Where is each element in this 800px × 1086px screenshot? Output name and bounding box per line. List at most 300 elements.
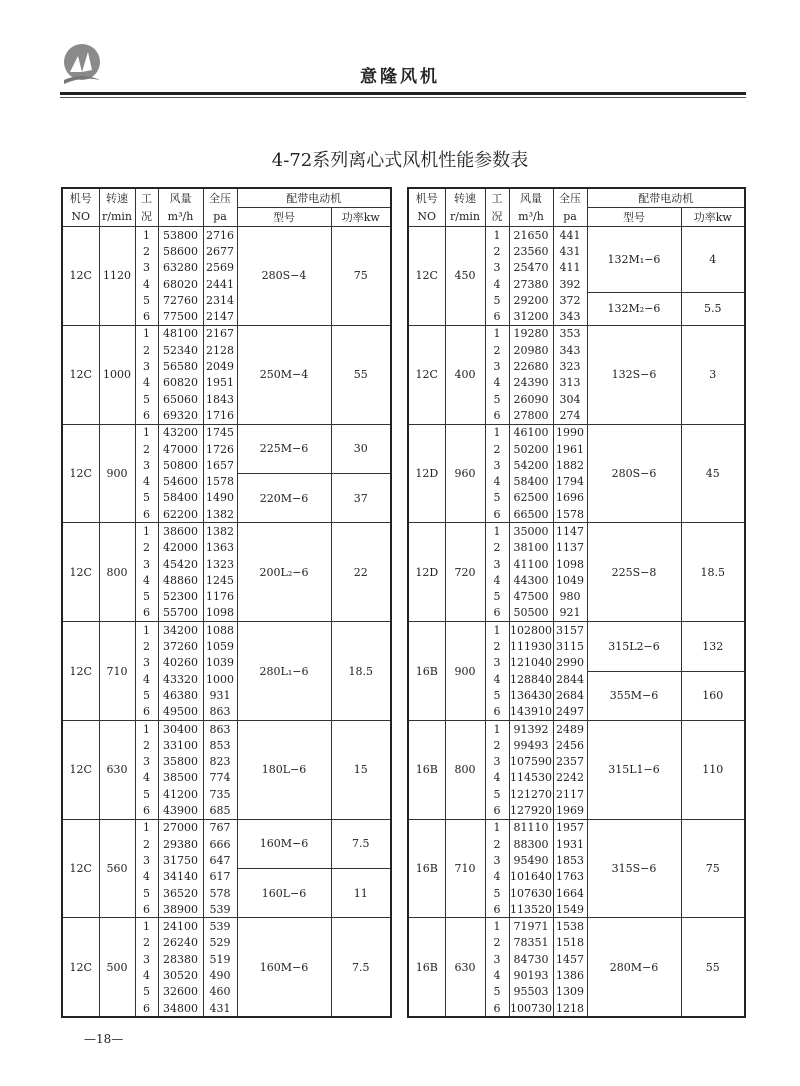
total-pressure: 617 bbox=[203, 869, 237, 885]
motor-model: 200L₂−6 bbox=[237, 523, 331, 622]
air-flow: 66500 bbox=[509, 506, 553, 523]
motor-model: 315L1−6 bbox=[587, 720, 681, 819]
air-flow: 26090 bbox=[509, 391, 553, 407]
performance-table-left bbox=[61, 187, 392, 1018]
air-flow: 62500 bbox=[509, 490, 553, 506]
condition-number: 5 bbox=[485, 984, 509, 1000]
table-row bbox=[62, 622, 391, 639]
condition-number: 6 bbox=[485, 605, 509, 622]
motor-model: 132S−6 bbox=[587, 325, 681, 424]
total-pressure: 1538 bbox=[553, 918, 587, 935]
condition-number: 6 bbox=[485, 308, 509, 325]
total-pressure: 1137 bbox=[553, 540, 587, 556]
condition-number: 5 bbox=[485, 292, 509, 308]
total-pressure: 2314 bbox=[203, 292, 237, 308]
condition-number: 5 bbox=[485, 885, 509, 901]
table-row bbox=[408, 819, 745, 836]
condition-number: 2 bbox=[485, 836, 509, 852]
fan-speed: 720 bbox=[445, 523, 485, 622]
table-row bbox=[408, 918, 745, 935]
air-flow: 50500 bbox=[509, 605, 553, 622]
condition-number: 6 bbox=[135, 308, 158, 325]
total-pressure: 1309 bbox=[553, 984, 587, 1000]
motor-model: 220M−6 bbox=[237, 473, 331, 522]
motor-model: 160L−6 bbox=[237, 869, 331, 918]
air-flow: 111930 bbox=[510, 640, 552, 654]
total-pressure: 2357 bbox=[553, 754, 587, 770]
total-pressure: 343 bbox=[553, 342, 587, 358]
condition-number: 3 bbox=[485, 754, 509, 770]
total-pressure: 1882 bbox=[553, 457, 587, 473]
air-flow: 100730 bbox=[509, 1000, 553, 1017]
total-pressure: 353 bbox=[553, 325, 587, 342]
header-model: 型号 bbox=[587, 208, 681, 227]
air-flow: 49500 bbox=[158, 704, 203, 721]
condition-number: 2 bbox=[485, 737, 509, 753]
page-title: 4-72系列离心式风机性能参数表 bbox=[271, 150, 529, 171]
table-row bbox=[62, 819, 391, 836]
fan-number: 12C bbox=[62, 424, 99, 523]
total-pressure: 578 bbox=[203, 885, 237, 901]
condition-number: 2 bbox=[135, 540, 158, 556]
total-pressure: 1218 bbox=[553, 1000, 587, 1017]
motor-power: 132 bbox=[681, 622, 745, 671]
motor-power: 11 bbox=[331, 869, 391, 918]
air-flow: 27800 bbox=[509, 407, 553, 424]
total-pressure: 1323 bbox=[203, 556, 237, 572]
condition-number: 4 bbox=[135, 671, 158, 687]
motor-power: 7.5 bbox=[331, 819, 391, 868]
total-pressure: 441 bbox=[553, 227, 587, 244]
air-flow: 29380 bbox=[158, 836, 203, 852]
air-flow: 28380 bbox=[158, 951, 203, 967]
fan-speed: 800 bbox=[99, 523, 135, 622]
motor-power: 160 bbox=[681, 671, 745, 720]
air-flow: 53800 bbox=[158, 227, 203, 244]
air-flow: 88300 bbox=[509, 836, 553, 852]
motor-model: 225S−8 bbox=[587, 523, 681, 622]
page-number: —18— bbox=[84, 1032, 124, 1046]
fan-speed: 560 bbox=[99, 819, 135, 918]
motor-model: 280M−6 bbox=[587, 918, 681, 1017]
air-flow: 107590 bbox=[510, 755, 552, 769]
fan-speed: 710 bbox=[445, 819, 485, 918]
condition-number: 1 bbox=[135, 622, 158, 639]
fan-speed: 960 bbox=[445, 424, 485, 523]
motor-power: 7.5 bbox=[331, 918, 391, 1017]
air-flow: 23560 bbox=[509, 243, 553, 259]
air-flow: 48860 bbox=[158, 572, 203, 588]
condition-number: 1 bbox=[485, 227, 509, 244]
air-flow: 54600 bbox=[158, 473, 203, 489]
condition-number: 4 bbox=[485, 671, 509, 687]
total-pressure: 2049 bbox=[203, 358, 237, 374]
total-pressure: 685 bbox=[203, 802, 237, 819]
fan-number: 12C bbox=[62, 918, 99, 1017]
condition-number: 5 bbox=[485, 589, 509, 605]
condition-number: 3 bbox=[135, 457, 158, 473]
motor-power: 75 bbox=[681, 819, 745, 918]
table-row bbox=[408, 622, 745, 639]
air-flow: 31200 bbox=[509, 308, 553, 325]
condition-number: 4 bbox=[485, 572, 509, 588]
air-flow: 43900 bbox=[158, 802, 203, 819]
air-flow: 22680 bbox=[509, 358, 553, 374]
performance-table-right bbox=[407, 187, 746, 1018]
condition-number: 3 bbox=[135, 655, 158, 671]
header-speed: 转速 bbox=[445, 188, 485, 208]
fan-number: 12C bbox=[62, 227, 99, 326]
total-pressure: 460 bbox=[203, 984, 237, 1000]
air-flow: 31750 bbox=[158, 852, 203, 868]
air-flow: 44300 bbox=[509, 572, 553, 588]
condition-number: 2 bbox=[135, 441, 158, 457]
total-pressure: 666 bbox=[203, 836, 237, 852]
air-flow: 54200 bbox=[509, 457, 553, 473]
total-pressure: 1098 bbox=[553, 556, 587, 572]
total-pressure: 1794 bbox=[553, 473, 587, 489]
condition-number: 2 bbox=[485, 342, 509, 358]
air-flow: 95503 bbox=[509, 984, 553, 1000]
fan-number: 12C bbox=[408, 325, 445, 424]
condition-number: 1 bbox=[485, 622, 509, 639]
fan-number: 16B bbox=[408, 622, 445, 721]
total-pressure: 647 bbox=[203, 852, 237, 868]
condition-number: 6 bbox=[135, 407, 158, 424]
header-power: 功率kw bbox=[681, 208, 745, 227]
header-condition-2: 况 bbox=[135, 208, 158, 227]
air-flow: 62200 bbox=[158, 506, 203, 523]
air-flow: 65060 bbox=[158, 391, 203, 407]
header-pressure-unit: pa bbox=[203, 208, 237, 227]
motor-power: 55 bbox=[331, 325, 391, 424]
fan-number: 12C bbox=[408, 227, 445, 326]
motor-power: 110 bbox=[681, 720, 745, 819]
air-flow: 107630 bbox=[510, 886, 552, 900]
air-flow: 56580 bbox=[158, 358, 203, 374]
total-pressure: 1657 bbox=[203, 457, 237, 473]
fan-speed: 710 bbox=[99, 622, 135, 721]
table-row bbox=[408, 720, 745, 737]
air-flow: 43200 bbox=[158, 424, 203, 441]
condition-number: 4 bbox=[135, 869, 158, 885]
total-pressure: 1763 bbox=[553, 869, 587, 885]
air-flow: 77500 bbox=[158, 308, 203, 325]
condition-number: 5 bbox=[485, 391, 509, 407]
condition-number: 6 bbox=[485, 802, 509, 819]
air-flow: 143910 bbox=[509, 704, 553, 721]
fan-number: 12C bbox=[62, 622, 99, 721]
air-flow: 91392 bbox=[509, 720, 553, 737]
total-pressure: 1961 bbox=[553, 441, 587, 457]
air-flow: 19280 bbox=[509, 325, 553, 342]
total-pressure: 372 bbox=[553, 292, 587, 308]
total-pressure: 2684 bbox=[553, 687, 587, 703]
total-pressure: 392 bbox=[553, 276, 587, 292]
motor-power: 18.5 bbox=[681, 523, 745, 622]
condition-number: 6 bbox=[135, 802, 158, 819]
condition-number: 2 bbox=[135, 342, 158, 358]
air-flow: 38100 bbox=[509, 540, 553, 556]
air-flow: 58400 bbox=[509, 473, 553, 489]
header-speed: 转速 bbox=[99, 188, 135, 208]
table-row bbox=[408, 523, 745, 540]
air-flow: 52340 bbox=[158, 342, 203, 358]
header-motor: 配带电动机 bbox=[587, 188, 745, 208]
total-pressure: 431 bbox=[203, 1000, 237, 1017]
fan-number: 12D bbox=[408, 424, 445, 523]
fan-speed: 630 bbox=[99, 720, 135, 819]
total-pressure: 1059 bbox=[203, 638, 237, 654]
motor-model: 180L−6 bbox=[237, 720, 331, 819]
motor-model: 225M−6 bbox=[237, 424, 331, 473]
condition-number: 4 bbox=[135, 276, 158, 292]
air-flow: 47000 bbox=[158, 441, 203, 457]
fan-number: 16B bbox=[408, 720, 445, 819]
condition-number: 3 bbox=[485, 556, 509, 572]
condition-number: 3 bbox=[485, 852, 509, 868]
air-flow: 29200 bbox=[509, 292, 553, 308]
total-pressure: 313 bbox=[553, 375, 587, 391]
condition-number: 3 bbox=[485, 951, 509, 967]
total-pressure: 1843 bbox=[203, 391, 237, 407]
air-flow: 38900 bbox=[158, 901, 203, 918]
total-pressure: 539 bbox=[203, 901, 237, 918]
condition-number: 4 bbox=[135, 770, 158, 786]
condition-number: 6 bbox=[485, 1000, 509, 1017]
air-flow: 26240 bbox=[158, 935, 203, 951]
condition-number: 3 bbox=[485, 358, 509, 374]
header-no: 机号 bbox=[62, 188, 99, 208]
table-row bbox=[62, 424, 391, 441]
total-pressure: 1457 bbox=[553, 951, 587, 967]
air-flow: 121270 bbox=[510, 787, 552, 801]
total-pressure: 411 bbox=[553, 260, 587, 276]
condition-number: 6 bbox=[135, 704, 158, 721]
table-row bbox=[62, 325, 391, 342]
header-flow: 风量 bbox=[509, 188, 553, 208]
header-condition-2: 况 bbox=[485, 208, 509, 227]
total-pressure: 2569 bbox=[203, 260, 237, 276]
total-pressure: 2456 bbox=[553, 737, 587, 753]
motor-power: 22 bbox=[331, 523, 391, 622]
air-flow: 24100 bbox=[158, 918, 203, 935]
air-flow: 33100 bbox=[158, 737, 203, 753]
air-flow: 27380 bbox=[509, 276, 553, 292]
header-condition: 工 bbox=[485, 188, 509, 208]
condition-number: 2 bbox=[135, 638, 158, 654]
air-flow: 35800 bbox=[158, 754, 203, 770]
fan-speed: 1120 bbox=[99, 227, 135, 326]
condition-number: 4 bbox=[485, 375, 509, 391]
total-pressure: 853 bbox=[203, 737, 237, 753]
fan-speed: 450 bbox=[445, 227, 485, 326]
condition-number: 6 bbox=[135, 901, 158, 918]
total-pressure: 767 bbox=[203, 819, 237, 836]
total-pressure: 2147 bbox=[203, 308, 237, 325]
condition-number: 5 bbox=[135, 292, 158, 308]
condition-number: 3 bbox=[485, 457, 509, 473]
air-flow: 20980 bbox=[509, 342, 553, 358]
air-flow: 52300 bbox=[158, 589, 203, 605]
total-pressure: 3157 bbox=[553, 622, 587, 639]
air-flow: 43320 bbox=[158, 671, 203, 687]
air-flow: 78351 bbox=[509, 935, 553, 951]
table-row bbox=[408, 424, 745, 441]
air-flow: 25470 bbox=[509, 260, 553, 276]
condition-number: 1 bbox=[135, 819, 158, 836]
condition-number: 5 bbox=[135, 786, 158, 802]
total-pressure: 2167 bbox=[203, 325, 237, 342]
air-flow: 99493 bbox=[509, 737, 553, 753]
air-flow: 81110 bbox=[509, 819, 553, 836]
air-flow: 48100 bbox=[158, 325, 203, 342]
condition-number: 1 bbox=[135, 325, 158, 342]
total-pressure: 774 bbox=[203, 770, 237, 786]
air-flow: 47500 bbox=[509, 589, 553, 605]
air-flow: 113520 bbox=[509, 901, 553, 918]
header-power: 功率kw bbox=[331, 208, 391, 227]
condition-number: 1 bbox=[135, 918, 158, 935]
header-condition: 工 bbox=[135, 188, 158, 208]
air-flow: 72760 bbox=[158, 292, 203, 308]
total-pressure: 1957 bbox=[553, 819, 587, 836]
total-pressure: 921 bbox=[553, 605, 587, 622]
air-flow: 50800 bbox=[158, 457, 203, 473]
condition-number: 4 bbox=[135, 967, 158, 983]
total-pressure: 1726 bbox=[203, 441, 237, 457]
condition-number: 4 bbox=[485, 770, 509, 786]
total-pressure: 980 bbox=[553, 589, 587, 605]
total-pressure: 1098 bbox=[203, 605, 237, 622]
total-pressure: 1245 bbox=[203, 572, 237, 588]
condition-number: 5 bbox=[485, 490, 509, 506]
air-flow: 30520 bbox=[158, 967, 203, 983]
header-pressure: 全压 bbox=[553, 188, 587, 208]
condition-number: 5 bbox=[135, 687, 158, 703]
air-flow: 68020 bbox=[158, 276, 203, 292]
condition-number: 6 bbox=[135, 605, 158, 622]
total-pressure: 3115 bbox=[553, 638, 587, 654]
total-pressure: 304 bbox=[553, 391, 587, 407]
condition-number: 2 bbox=[485, 243, 509, 259]
air-flow: 37260 bbox=[158, 638, 203, 654]
fan-speed: 800 bbox=[445, 720, 485, 819]
air-flow: 41200 bbox=[158, 786, 203, 802]
table-row bbox=[62, 918, 391, 935]
condition-number: 2 bbox=[135, 737, 158, 753]
condition-number: 2 bbox=[135, 243, 158, 259]
table-row bbox=[408, 227, 745, 244]
condition-number: 3 bbox=[135, 951, 158, 967]
total-pressure: 823 bbox=[203, 754, 237, 770]
condition-number: 4 bbox=[485, 869, 509, 885]
air-flow: 69320 bbox=[158, 407, 203, 424]
air-flow: 34140 bbox=[158, 869, 203, 885]
total-pressure: 539 bbox=[203, 918, 237, 935]
air-flow: 121040 bbox=[510, 656, 552, 670]
air-flow: 128840 bbox=[510, 672, 552, 686]
condition-number: 3 bbox=[485, 655, 509, 671]
table-row bbox=[62, 720, 391, 737]
total-pressure: 1578 bbox=[553, 506, 587, 523]
header-no-en: NO bbox=[408, 208, 445, 227]
total-pressure: 2497 bbox=[553, 704, 587, 721]
condition-number: 3 bbox=[135, 852, 158, 868]
air-flow: 90193 bbox=[509, 967, 553, 983]
total-pressure: 1490 bbox=[203, 490, 237, 506]
header-flow-unit: m³/h bbox=[158, 208, 203, 227]
air-flow: 42000 bbox=[158, 540, 203, 556]
total-pressure: 1518 bbox=[553, 935, 587, 951]
motor-power: 18.5 bbox=[331, 622, 391, 721]
air-flow: 136430 bbox=[510, 688, 552, 702]
condition-number: 3 bbox=[135, 754, 158, 770]
air-flow: 102800 bbox=[509, 622, 553, 639]
total-pressure: 1000 bbox=[203, 671, 237, 687]
air-flow: 46380 bbox=[158, 687, 203, 703]
header-speed-unit: r/min bbox=[445, 208, 485, 227]
condition-number: 1 bbox=[135, 227, 158, 244]
condition-number: 3 bbox=[135, 260, 158, 276]
air-flow: 114530 bbox=[510, 771, 552, 785]
condition-number: 6 bbox=[485, 901, 509, 918]
air-flow: 55700 bbox=[158, 605, 203, 622]
condition-number: 2 bbox=[485, 540, 509, 556]
total-pressure: 931 bbox=[203, 687, 237, 703]
condition-number: 1 bbox=[485, 918, 509, 935]
condition-number: 6 bbox=[485, 506, 509, 523]
total-pressure: 1745 bbox=[203, 424, 237, 441]
condition-number: 2 bbox=[135, 836, 158, 852]
motor-power: 55 bbox=[681, 918, 745, 1017]
condition-number: 6 bbox=[485, 704, 509, 721]
total-pressure: 1088 bbox=[203, 622, 237, 639]
total-pressure: 1176 bbox=[203, 589, 237, 605]
motor-power: 3 bbox=[681, 325, 745, 424]
total-pressure: 1951 bbox=[203, 375, 237, 391]
fan-number: 12C bbox=[62, 720, 99, 819]
table-row bbox=[62, 523, 391, 540]
condition-number: 2 bbox=[485, 638, 509, 654]
fan-number: 16B bbox=[408, 918, 445, 1017]
total-pressure: 2489 bbox=[553, 720, 587, 737]
air-flow: 127920 bbox=[509, 802, 553, 819]
air-flow: 38500 bbox=[158, 770, 203, 786]
total-pressure: 2128 bbox=[203, 342, 237, 358]
condition-number: 2 bbox=[135, 935, 158, 951]
total-pressure: 1969 bbox=[553, 802, 587, 819]
air-flow: 34800 bbox=[158, 1000, 203, 1017]
motor-power: 4 bbox=[681, 227, 745, 293]
motor-power: 5.5 bbox=[681, 292, 745, 325]
air-flow: 50200 bbox=[509, 441, 553, 457]
motor-power: 15 bbox=[331, 720, 391, 819]
total-pressure: 2117 bbox=[553, 786, 587, 802]
condition-number: 5 bbox=[485, 687, 509, 703]
condition-number: 1 bbox=[485, 819, 509, 836]
total-pressure: 2242 bbox=[553, 770, 587, 786]
air-flow: 58400 bbox=[158, 490, 203, 506]
condition-number: 4 bbox=[485, 473, 509, 489]
total-pressure: 274 bbox=[553, 407, 587, 424]
condition-number: 1 bbox=[135, 720, 158, 737]
motor-power: 75 bbox=[331, 227, 391, 326]
motor-model: 160M−6 bbox=[237, 918, 331, 1017]
air-flow: 58600 bbox=[158, 243, 203, 259]
fan-number: 12C bbox=[62, 325, 99, 424]
total-pressure: 2716 bbox=[203, 227, 237, 244]
